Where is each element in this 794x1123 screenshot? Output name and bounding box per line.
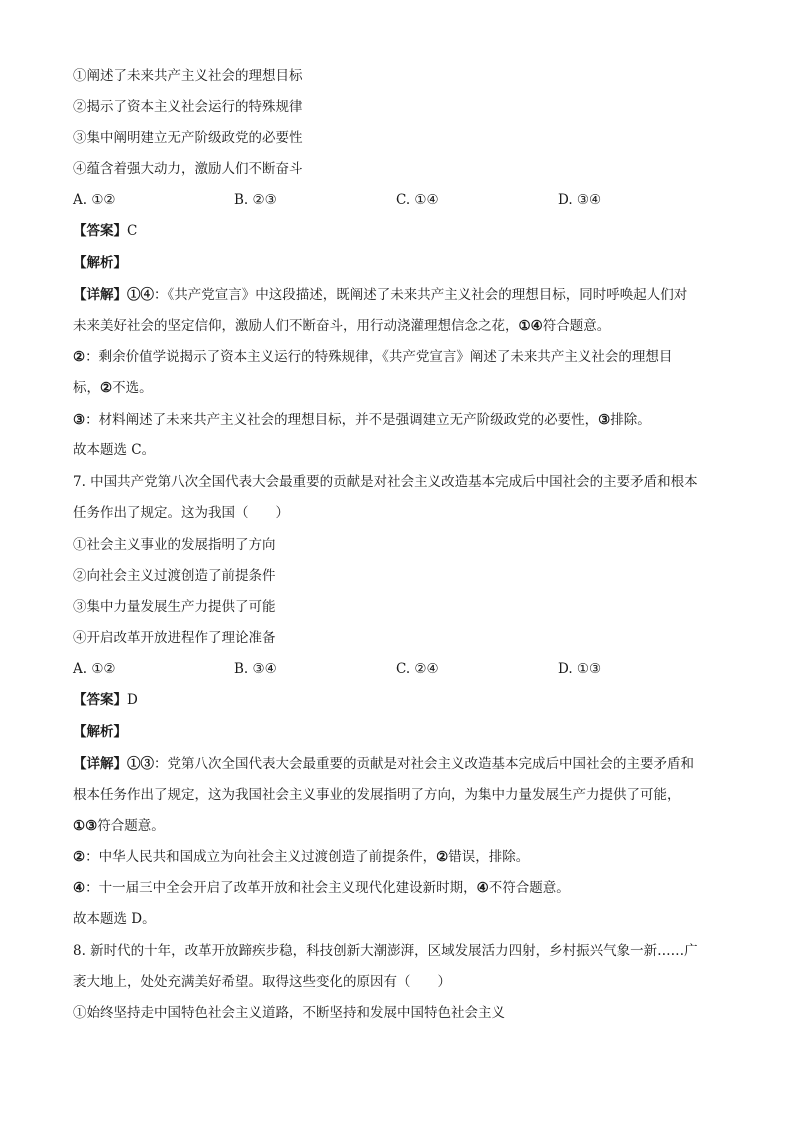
q6-detail-line-2: 未来美好社会的坚定信仰，激励人们不断奋斗，用行动浇灌理想信念之花，①④符合题意。 [73,318,611,334]
q6-option-c: C. ①④ [396,192,439,208]
q7-option-a: A. ①② [73,661,116,677]
q7-detail-line-2: 根本任务作出了规定，这为我国社会主义事业的发展指明了方向，为集中力量发展生产力提供了可能， [73,787,681,803]
q7-item-4: ④开启改革开放进程作了理论准备 [73,630,276,646]
detail-tag: 【详解】 [73,287,127,303]
q7-option-d: D. ①③ [558,661,602,677]
q7-item-1: ①社会主义事业的发展指明了方向 [73,537,276,553]
answer-value: C [127,223,138,239]
q6-item-2: ②揭示了资本主义社会运行的特殊规律 [73,99,303,115]
q7-detail-line-4: ②：中华人民共和国成立为向社会主义过渡创造了前提条件，②错误，排除。 [73,849,530,865]
q6-option-a: A. ①② [73,192,116,208]
q7-analysis-tag: 【解析】 [73,724,127,740]
q7-detail-line-1: 【详解】①③：党第八次全国代表大会最重要的贡献是对社会主义改造基本完成后中国社会的主要矛盾和 [73,756,694,772]
q7-conclusion: 故本题选 D。 [73,911,156,927]
q8-item-1: ①始终坚持走中国特色社会主义道路，不断坚持和发展中国特色社会主义 [73,1005,505,1021]
q6-detail-line-3: ②：剩余价值学说揭示了资本主义运行的特殊规律，《共产党宣言》阐述了未来共产主义社会的理想目 [73,349,673,365]
q7-item-3: ③集中力量发展生产力提供了可能 [73,599,276,615]
q6-answer-line [73,222,137,240]
q7-detail-line-3: ①③符合题意。 [73,818,165,834]
q6-item-4: ④蕴含着强大动力，激励人们不断奋斗 [73,161,303,177]
q6-analysis-tag: 【解析】 [73,255,127,271]
q7-stem-line-2: 任务作出了规定。这为我国（ ） [73,505,289,521]
q8-stem-line-2: 袤大地上，处处充满美好希望。取得这些变化的原因有（ ） [73,974,451,990]
q6-item-3: ③集中阐明建立无产阶级政党的必要性 [73,130,303,146]
q7-option-c: C. ②④ [396,661,439,677]
q7-stem-line-1: 7. 中国共产党第八次全国代表大会最重要的贡献是对社会主义改造基本完成后中国社会的主要矛盾和根本 [73,474,698,490]
q6-detail-line-4: 标，②不选。 [73,380,153,396]
answer-tag: 【答案】 [73,692,127,708]
q6-conclusion: 故本题选 C。 [73,442,156,458]
q7-answer-line [73,691,138,709]
detail-tag: 【详解】 [73,756,127,772]
q8-stem-line-1: 8. 新时代的十年，改革开放蹄疾步稳，科技创新大潮澎湃，区域发展活力四射，乡村振兴气象一新……广 [73,943,698,959]
q6-detail-line-5: ③：材料阐述了未来共产主义社会的理想目标，并不是强调建立无产阶级政党的必要性，③排除。 [73,412,651,428]
q6-option-d: D. ③④ [558,192,602,208]
q6-option-b: B. ②③ [234,192,277,208]
answer-value: D [127,692,138,708]
answer-tag: 【答案】 [73,223,127,239]
q7-item-2: ②向社会主义过渡创造了前提条件 [73,568,276,584]
q7-detail-line-5: ④：十一届三中全会开启了改革开放和社会主义现代化建设新时期，④不符合题意。 [73,880,570,896]
q7-option-b: B. ③④ [234,661,277,677]
q6-item-1: ①阐述了未来共产主义社会的理想目标 [73,68,303,84]
q6-detail-line-1: 【详解】①④：《共产党宣言》中这段描述，既阐述了未来共产主义社会的理想目标，同时呼唤起人们对 [73,287,688,303]
